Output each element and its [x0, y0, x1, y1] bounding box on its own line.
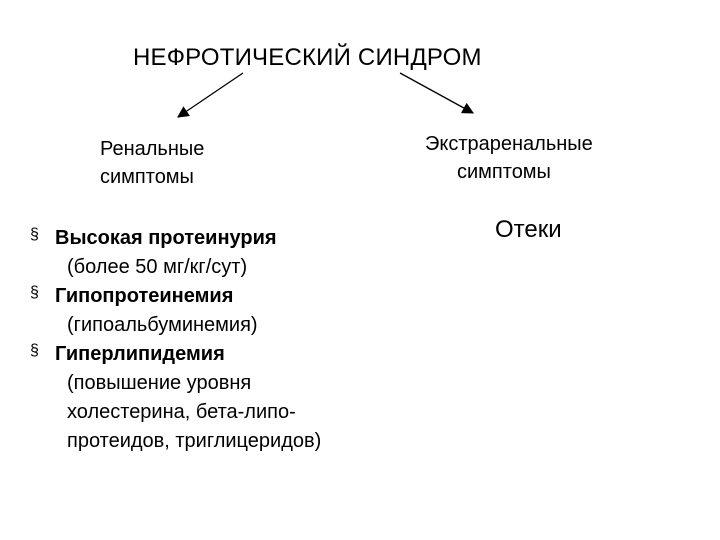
renal-symptoms-heading [100, 135, 204, 191]
renal-heading-line1: Ренальные [100, 138, 205, 160]
list-item-detail: (более 50 мг/кг/сут) [67, 256, 248, 278]
extrarenal-heading-line1: Экстраренальные [425, 133, 593, 155]
list-item-title: Гиперлипидемия [55, 343, 225, 365]
list-item-title: Высокая протеинурия [55, 227, 277, 249]
list-item [30, 340, 321, 456]
list-item-detail: (гипоальбуминемия) [67, 314, 258, 336]
list-item-detail: холестерина, бета-липо- [67, 401, 296, 423]
bullet-icon: § [30, 226, 39, 243]
extrarenal-heading-line2: симптомы [457, 161, 551, 183]
bullet-icon: § [30, 342, 39, 359]
list-item-title: Гипопротеинемия [55, 285, 234, 307]
arrow-to-extrarenal [400, 73, 473, 113]
list-item-detail: протеидов, триглицеридов) [67, 430, 322, 452]
extrarenal-symptoms-heading [425, 130, 593, 186]
renal-heading-line2: симптомы [100, 166, 194, 188]
page-title: НЕФРОТИЧЕСКИЙ СИНДРОМ [133, 44, 482, 71]
edema-label: Отеки [495, 216, 562, 243]
list-item [30, 282, 321, 340]
renal-symptoms-list [30, 224, 321, 456]
list-item-detail: (повышение уровня [67, 372, 252, 394]
arrow-to-renal [178, 73, 243, 117]
bullet-icon: § [30, 284, 39, 301]
list-item [30, 224, 321, 282]
